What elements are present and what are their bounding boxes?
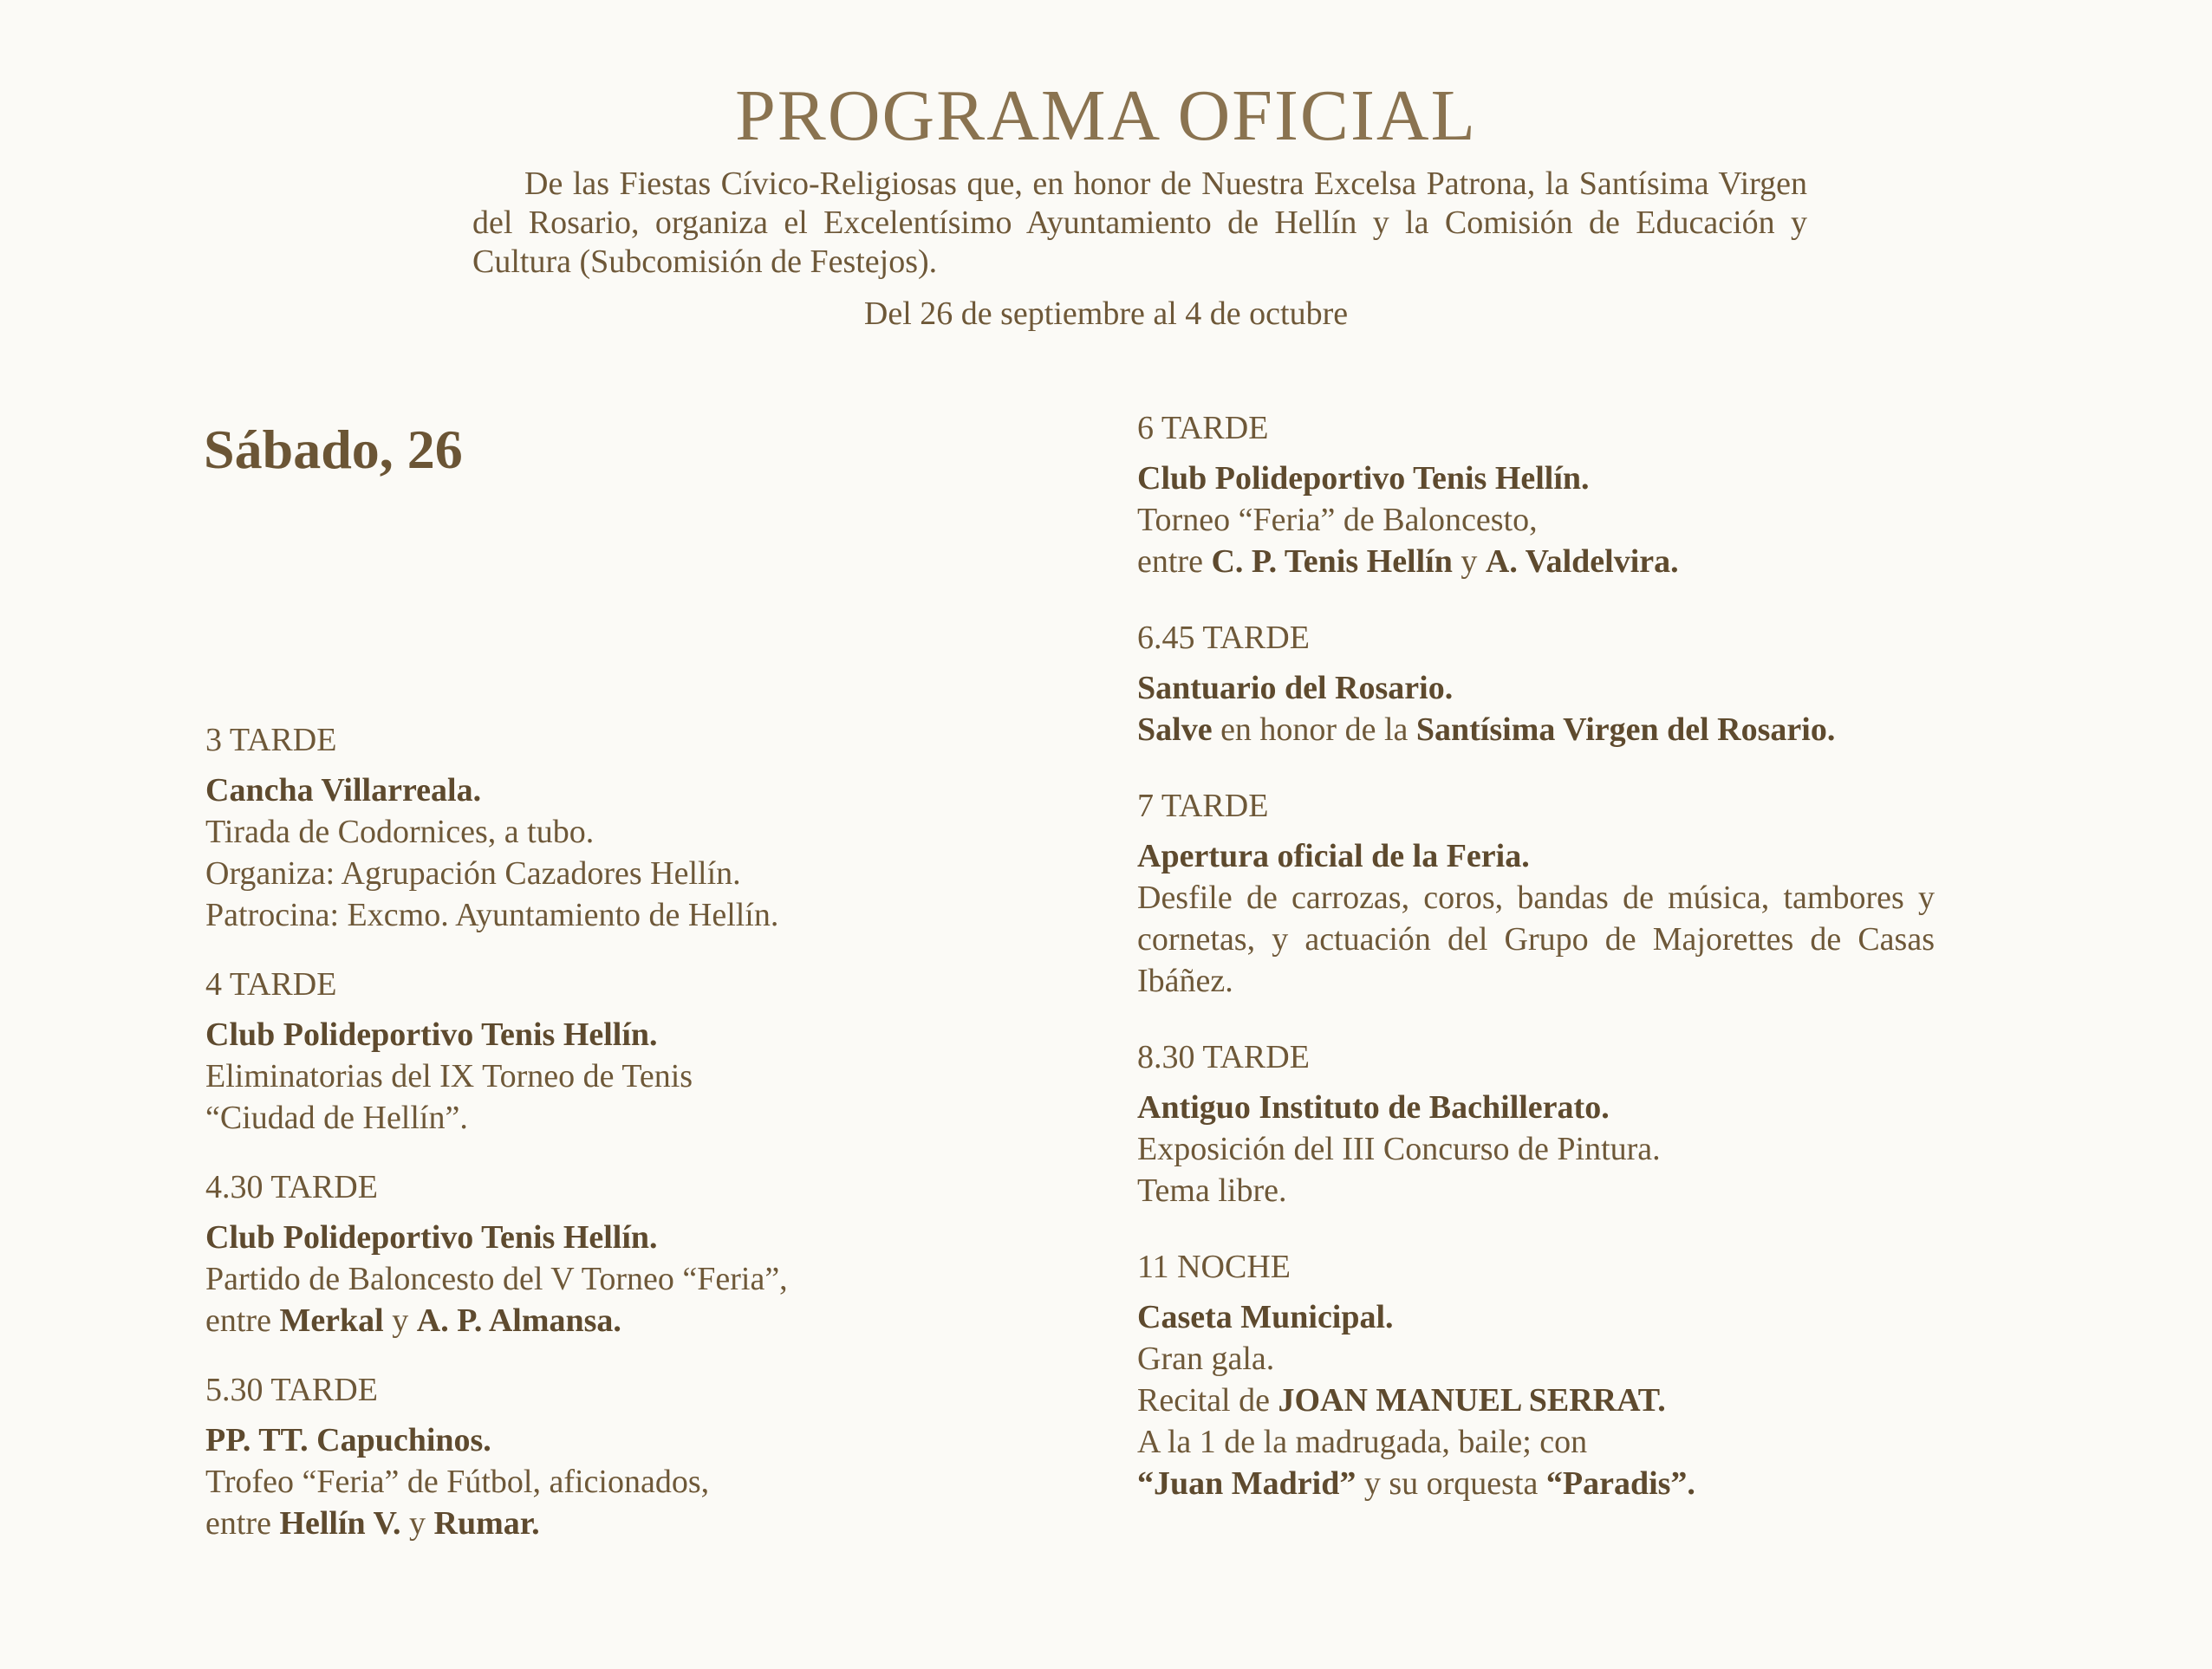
- event-8-30-tarde: [1137, 1036, 1935, 1211]
- event-line: Gran gala.: [1137, 1341, 1275, 1377]
- team-name: Hellín V.: [279, 1505, 401, 1542]
- event-line-recital: [1137, 1380, 1935, 1421]
- text-fragment: y: [383, 1302, 417, 1339]
- text-fragment: en honor de la: [1212, 711, 1416, 748]
- page-title: PROGRAMA OFICIAL: [735, 75, 1477, 156]
- text-fragment: .: [531, 1505, 540, 1542]
- text-fragment: y su orquesta: [1356, 1465, 1546, 1502]
- event-7-tarde: [1137, 785, 1935, 1002]
- event-4-30-tarde: [205, 1166, 986, 1341]
- event-line-teams: [205, 1300, 986, 1341]
- event-line-teams: [1137, 541, 1935, 582]
- event-line-teams: [205, 1503, 986, 1544]
- event-6-45-tarde: [1137, 617, 1935, 750]
- event-description: Desfile de carrozas, coros, bandas de música, tambores y cornetas, y actuación del Grupo de Majorettes de Casas Ibáñez.: [1137, 880, 1935, 999]
- orchestra-name: “Paradis”: [1545, 1465, 1688, 1502]
- event-time: 4.30 TARDE: [205, 1169, 378, 1205]
- event-place: Apertura oficial de la Feria.: [1137, 838, 1530, 874]
- text-fragment: .: [613, 1302, 621, 1339]
- event-line: “Ciudad de Hellín”.: [205, 1100, 468, 1136]
- event-place: Club Polideportivo Tenis Hellín.: [205, 1219, 658, 1256]
- text-fragment: .: [1687, 1465, 1695, 1502]
- event-line: Partido de Baloncesto del V Torneo “Feria”,: [205, 1261, 788, 1297]
- text-fragment: .: [1670, 543, 1679, 580]
- intro-text: De las Fiestas Cívico-Religiosas que, en honor de Nuestra Excelsa Patrona, la Santísima Virgen del Rosario, organiza el Excelentísimo Ayuntamiento de Hellín y la Comisión de Educación y Cultura (Subcomisión de Festejos).: [472, 166, 1807, 280]
- event-11-noche: [1137, 1246, 1935, 1504]
- left-column: [205, 719, 986, 1544]
- date-range: Del 26 de septiembre al 4 de octubre: [863, 295, 1349, 332]
- event-time: 6.45 TARDE: [1137, 620, 1310, 656]
- virgin-name: Santísima Virgen del Rosario: [1415, 711, 1827, 748]
- singer-name: “Juan Madrid”: [1137, 1465, 1356, 1502]
- event-line: Tema libre.: [1137, 1172, 1287, 1209]
- team-name: A. P. Almansa: [416, 1302, 614, 1339]
- event-line: Patrocina: Excmo. Ayuntamiento de Hellín.: [205, 897, 779, 933]
- text-fragment: entre: [205, 1505, 280, 1542]
- event-place: Caseta Municipal.: [1137, 1299, 1394, 1335]
- event-line: Torneo “Feria” de Baloncesto,: [1137, 502, 1538, 538]
- team-name: Rumar: [433, 1505, 532, 1542]
- event-place: Antiguo Instituto de Bachillerato.: [1137, 1089, 1610, 1126]
- text-fragment: y: [400, 1505, 434, 1542]
- event-line: Tirada de Codornices, a tubo.: [205, 814, 595, 850]
- team-name: Merkal: [279, 1302, 384, 1339]
- team-name: C. P. Tenis Hellín: [1211, 543, 1453, 580]
- event-6-tarde: [1137, 407, 1935, 582]
- event-time: 7 TARDE: [1137, 788, 1269, 824]
- event-time: 4 TARDE: [205, 966, 337, 1003]
- intro-paragraph: [472, 165, 1807, 282]
- event-line: Eliminatorias del IX Torneo de Tenis: [205, 1058, 693, 1094]
- event-time: 3 TARDE: [205, 722, 337, 758]
- event-place: PP. TT. Capuchinos.: [205, 1422, 491, 1458]
- text-fragment: y: [1452, 543, 1486, 580]
- right-column: [1137, 407, 1935, 1504]
- text-fragment: .: [1826, 711, 1836, 748]
- text-fragment: entre: [1137, 543, 1212, 580]
- text-fragment: Recital de: [1137, 1382, 1278, 1419]
- event-time: 11 NOCHE: [1137, 1249, 1291, 1285]
- salve-label: Salve: [1137, 711, 1213, 748]
- event-place: Club Polideportivo Tenis Hellín.: [1137, 460, 1590, 497]
- artist-name: JOAN MANUEL SERRAT: [1278, 1382, 1658, 1419]
- day-heading: Sábado, 26: [204, 419, 463, 480]
- event-line: Trofeo “Feria” de Fútbol, aficionados,: [205, 1464, 710, 1500]
- event-place: Cancha Villarreala.: [205, 772, 482, 809]
- event-time: 5.30 TARDE: [205, 1372, 378, 1408]
- event-line-orchestra: [1137, 1463, 1935, 1504]
- text-fragment: .: [1657, 1382, 1666, 1419]
- event-time: 8.30 TARDE: [1137, 1039, 1310, 1075]
- event-line: A la 1 de la madrugada, baile; con: [1137, 1424, 1588, 1460]
- team-name: A. Valdelvira: [1485, 543, 1671, 580]
- event-5-30-tarde: [205, 1369, 986, 1544]
- text-fragment: entre: [205, 1302, 280, 1339]
- event-place: Club Polideportivo Tenis Hellín.: [205, 1016, 658, 1053]
- event-line: Organiza: Agrupación Cazadores Hellín.: [205, 855, 741, 892]
- event-3-tarde: [205, 719, 986, 936]
- event-line-salve: [1137, 709, 1935, 750]
- event-line: Exposición del III Concurso de Pintura.: [1137, 1131, 1661, 1167]
- event-4-tarde: [205, 964, 986, 1139]
- event-time: 6 TARDE: [1137, 410, 1269, 446]
- event-place: Santuario del Rosario.: [1137, 670, 1454, 706]
